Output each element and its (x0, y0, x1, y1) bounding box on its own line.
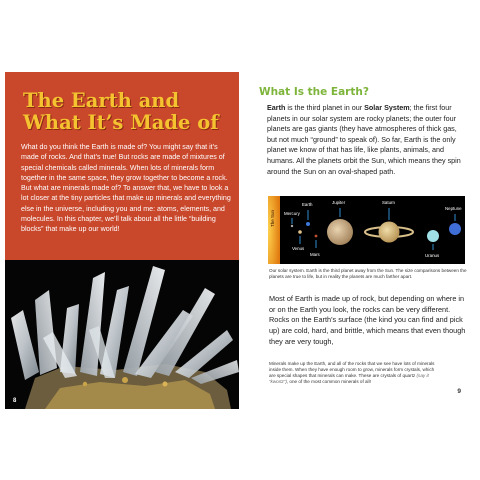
term-earth: Earth (267, 103, 286, 112)
chapter-title-line2: What It’s Made of (23, 111, 219, 134)
quartz-crystal-photo (5, 260, 239, 409)
quartz-pronunciation: (say it “kwortz”) (269, 373, 429, 384)
solar-system-caption: Our solar system. Earth is the third planet away from the Sun. The size comparisons between the planets are true to life, but in reality the planets are much farther apart. (269, 268, 467, 279)
label-mars: Mars (310, 252, 320, 257)
label-earth: Earth (302, 202, 313, 207)
quartz-caption-a: Minerals make up the Earth, and all of the rocks that we see have lots of minerals inside them. When they have enough room to grow, minerals form crystals, which are special shapes that minerals can make. These are crystals of quartz (269, 361, 435, 378)
label-neptune: Neptune (445, 206, 462, 211)
quartz-caption-c: , one of the most common minerals of all! (286, 379, 371, 384)
label-sun: The Sun (270, 210, 275, 228)
label-venus: Venus (292, 246, 305, 251)
page-number-left: 8 (13, 398, 17, 404)
label-mercury: Mercury (284, 211, 300, 216)
para1-text1: is the third planet in our (285, 103, 365, 112)
left-page (5, 72, 239, 409)
label-uranus: Uranus (425, 253, 440, 258)
quartz-caption (269, 361, 439, 385)
chapter-title (23, 90, 233, 134)
section-heading: What Is the Earth? (259, 86, 369, 98)
label-jupiter: Jupiter (332, 200, 346, 205)
paragraph-rocks: Most of Earth is made up of rock, but depending on where in or on the Earth you look, the rocks can be very different. Rocks on the Earth’s surface (the kind you can find and pick up) are cold, hard, and brittle, which means that even though they are very tough, (269, 294, 466, 346)
para1-text2: ; the first four planets in our solar system are rocky planets; the outer four planets are gas giants (they have atmospheres of thick gas, but not much “ground” to speak of). So far, Earth is the only planet we know of that has life, like plants, animals, and humans. All the planets orbit the Sun, which means they spin around the Sun on an oval-shaped path. (267, 103, 461, 176)
label-saturn: Saturn (382, 200, 395, 205)
chapter-title-line1: The Earth and (23, 89, 180, 112)
intro-paragraph: What do you think the Earth is made of? You might say that it’s made of rocks. And that’s true! But rocks are made of mixtures of special chemicals called minerals. When lots of minerals form together in the same space, they grow together to become a rock. But what are minerals made of? To answer that, we have to look a lot closer at the tiny particles that make up minerals and everything else in the universe, including you and me: atoms, elements, and molecules. In this chapter, we’ll talk about all the little “building blocks” that make up our world! (21, 143, 231, 234)
book-spread (0, 72, 480, 409)
page-number-right: 9 (457, 388, 461, 395)
right-page (243, 72, 475, 409)
title-panel (5, 72, 239, 260)
term-solar-system: Solar System (364, 103, 410, 112)
solar-system-illustration (268, 196, 465, 264)
paragraph-earth-intro (267, 103, 467, 177)
